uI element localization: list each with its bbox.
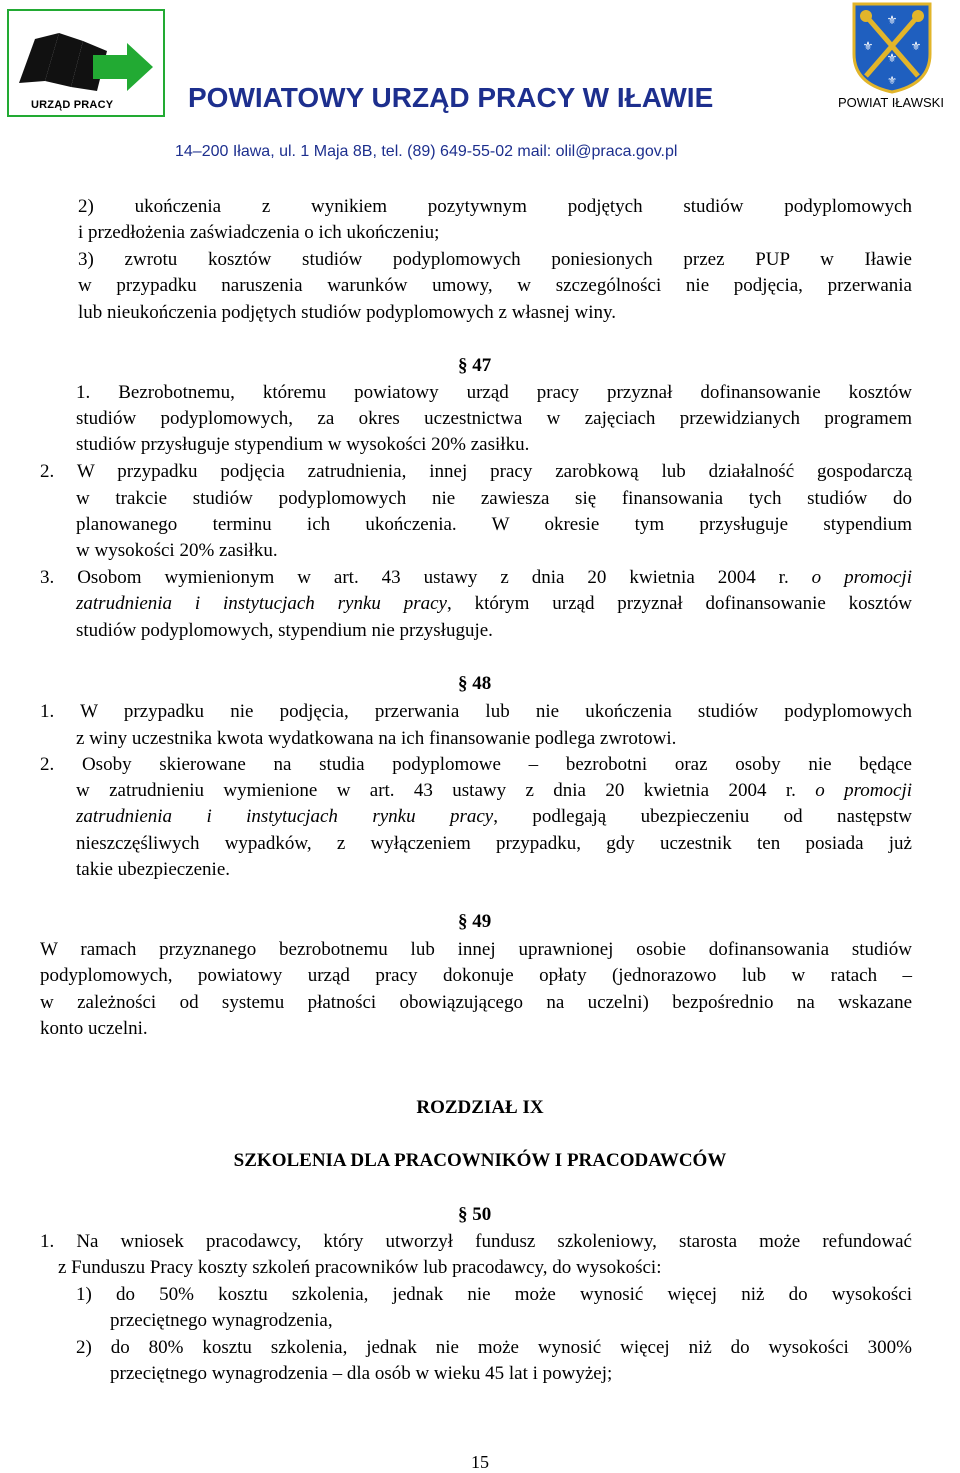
paragraph-line: studiów podyplomowych, za okres uczestnictwa w zajęciach przewidzianych programem — [76, 408, 912, 429]
text-run: w zatrudnieniu wymienione w art. 43 ustawy z dnia 20 kwietnia 2004 r. — [76, 780, 816, 801]
paragraph-line: w wysokości 20% zasiłku. — [76, 540, 278, 561]
section-49-heading: § 49 — [458, 911, 492, 932]
paragraph-line: 2. Osoby skierowane na studia podyplomowe – bezrobotni oraz osoby nie będące — [40, 754, 912, 775]
list-item: 3) zwrotu kosztów studiów podyplomowych poniesionych przez PUP w Iławie — [78, 249, 912, 270]
paragraph-line: konto uczelni. — [40, 1018, 148, 1039]
svg-text:⚜: ⚜ — [886, 13, 898, 27]
paragraph-line: planowanego terminu ich ukończenia. W okresie tym przysługuje stypendium — [76, 514, 912, 535]
list-item: 1) do 50% kosztu szkolenia, jednak nie może wynosić więcej niż do wysokości — [76, 1284, 912, 1305]
paragraph-line: 2. W przypadku podjęcia zatrudnienia, innej pracy zarobkową lub działalność gospodarczą — [40, 461, 912, 482]
page-number: 15 — [471, 1452, 489, 1472]
letterhead — [0, 0, 960, 170]
paragraph-line: takie ubezpieczenie. — [76, 859, 231, 880]
logo-text: URZĄD PRACY — [31, 99, 114, 111]
list-item-cont: przeciętnego wynagrodzenia, — [110, 1310, 333, 1331]
county-crest-icon — [852, 2, 932, 94]
paragraph-line: z winy uczestnika kwota wydatkowana na ich finansowanie podlega zwrotowi. — [76, 728, 677, 749]
paragraph-line: w trakcie studiów podyplomowych nie zawiesza się finansowania tych studiów do — [76, 488, 912, 509]
paragraph-line: podyplomowych, powiatowy urząd pracy dokonuje opłaty (jednorazowo lub w ratach – — [40, 965, 912, 986]
section-48-heading: § 48 — [458, 673, 492, 694]
svg-text:⚜: ⚜ — [886, 51, 898, 65]
section-50-heading: § 50 — [458, 1204, 492, 1225]
paragraph-line — [76, 591, 912, 617]
contact-address: 14–200 Iława, ul. 1 Maja 8B, tel. (89) 649-55-02 mail: — [175, 143, 556, 160]
list-item-cont: przeciętnego wynagrodzenia – dla osób w wieku 45 lat i powyżej; — [110, 1363, 613, 1384]
chapter-number: ROZDZIAŁ IX — [416, 1097, 544, 1118]
office-title: POWIATOWY URZĄD PRACY W IŁAWIE — [188, 82, 714, 113]
text-run: , którym urząd przyznał dofinansowanie kosztów — [446, 593, 912, 614]
act-title-italic: zatrudnienia i instytucjach rynku pracy — [76, 806, 494, 827]
chapter-title: SZKOLENIA DLA PRACOWNIKÓW I PRACODAWCÓW — [233, 1150, 727, 1171]
paragraph-line: w zależności od systemu płatności obowiązującego na uczelni) bezpośrednio na wskazane — [40, 992, 912, 1013]
act-title-italic: zatrudnienia i instytucjach rynku pracy — [76, 593, 447, 614]
act-title-italic: o promocji — [811, 567, 912, 588]
county-name: POWIAT IŁAWSKI — [838, 95, 944, 110]
list-item: 2) ukończenia z wynikiem pozytywnym podjętych studiów podyplomowych — [78, 196, 912, 217]
paragraph-line — [76, 804, 912, 830]
paragraph-line — [76, 778, 912, 804]
paragraph-line: nieszczęśliwych wypadków, z wyłączeniem przypadku, gdy uczestnik ten posiada już — [76, 833, 912, 854]
paragraph-line: 1. Bezrobotnemu, któremu powiatowy urząd pracy przyznał dofinansowanie kosztów — [76, 382, 912, 403]
list-item-cont: w przypadku naruszenia warunków umowy, w szczególności nie podjęcia, przerwania — [78, 275, 912, 296]
text-run: 3. Osobom wymienionym w art. 43 ustawy z dnia 20 kwietnia 2004 r. — [40, 567, 812, 588]
paragraph-line: 1. W przypadku nie podjęcia, przerwania lub nie ukończenia studiów podyplomowych — [40, 701, 912, 722]
paragraph-line: z Funduszu Pracy koszty szkoleń pracowników lub pracodawcy, do wysokości: — [58, 1257, 662, 1278]
list-item: 2) do 80% kosztu szkolenia, jednak nie może wynosić więcej niż do wysokości 300% — [76, 1337, 912, 1358]
paragraph-line — [40, 565, 912, 591]
act-title-italic: o promocji — [815, 780, 912, 801]
paragraph-line: studiów podyplomowych, stypendium nie przysługuje. — [76, 620, 493, 641]
urzad-pracy-logo — [7, 9, 165, 117]
svg-text:⚜: ⚜ — [910, 39, 922, 53]
contact-email-link[interactable]: olil@praca.gov.pl — [555, 143, 678, 160]
paragraph-line: 1. Na wniosek pracodawcy, który utworzył fundusz szkoleniowy, starosta może refundować — [40, 1231, 912, 1252]
svg-text:⚜: ⚜ — [887, 74, 897, 87]
text-run: , podlegają ubezpieczeniu od następstw — [493, 806, 912, 827]
paragraph-line: W ramach przyznanego bezrobotnemu lub innej uprawnionej osobie dofinansowania studiów — [40, 939, 912, 960]
paragraph-line: studiów przysługuje stypendium w wysokości 20% zasiłku. — [76, 434, 530, 455]
svg-text:⚜: ⚜ — [862, 39, 874, 53]
contact-line — [175, 143, 677, 161]
list-item-cont: lub nieukończenia podjętych studiów podyplomowych z własnej winy. — [78, 302, 617, 323]
section-47-heading: § 47 — [458, 355, 492, 376]
list-item-cont: i przedłożenia zaświadczenia o ich ukończeniu; — [78, 222, 440, 243]
